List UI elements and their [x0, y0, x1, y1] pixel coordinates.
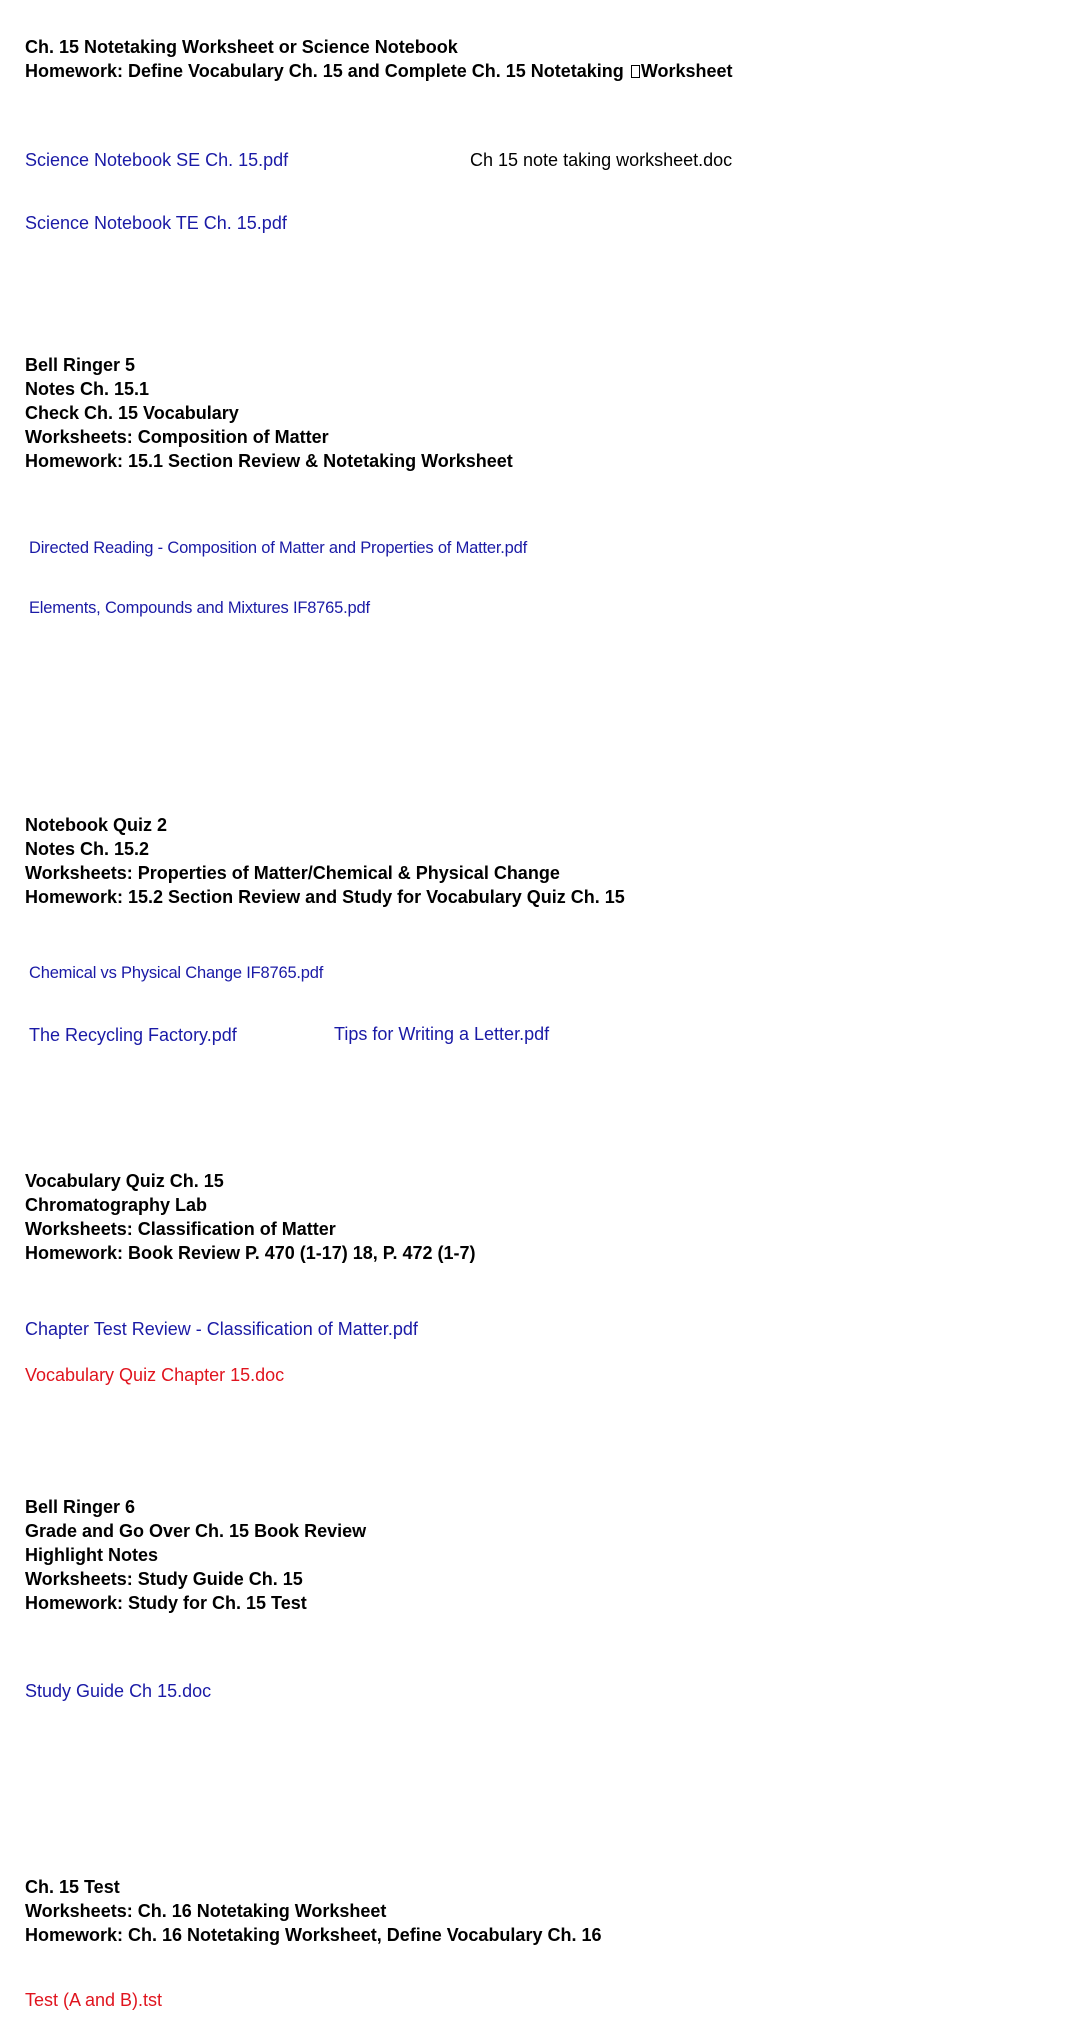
section-1-line-1: Ch. 15 Notetaking Worksheet or Science Notebook	[25, 37, 458, 57]
section-2-line-2: Notes Ch. 15.1	[25, 379, 150, 399]
link-study-guide[interactable]: Study Guide Ch 15.doc	[25, 1681, 212, 1701]
link-elements-compounds-mixtures[interactable]: Elements, Compounds and Mixtures IF8765.pdf	[29, 599, 370, 617]
section-6-line-3: Homework: Ch. 16 Notetaking Worksheet, Define Vocabulary Ch. 16	[25, 1925, 602, 1945]
section-4-line-2: Chromatography Lab	[25, 1195, 208, 1215]
link-ch15-notetaking-worksheet[interactable]: Ch 15 note taking worksheet.doc	[470, 150, 733, 170]
section-2-line-1: Bell Ringer 5	[25, 355, 136, 375]
section-6-line-2: Worksheets: Ch. 16 Notetaking Worksheet	[25, 1901, 387, 1921]
section-1-line-2-tail: Worksheet	[640, 61, 733, 81]
link-tips-writing-letter[interactable]: Tips for Writing a Letter.pdf	[334, 1024, 550, 1044]
missing-glyph-icon	[631, 65, 640, 78]
section-6-line-1: Ch. 15 Test	[25, 1877, 120, 1897]
section-4-line-3: Worksheets: Classification of Matter	[25, 1219, 336, 1239]
section-2-line-4: Worksheets: Composition of Matter	[25, 427, 329, 447]
section-1-line-2	[25, 59, 733, 83]
section-1-line-2-text: Homework: Define Vocabulary Ch. 15 and Complete Ch. 15 Notetaking	[25, 61, 624, 81]
section-4-line-4: Homework: Book Review P. 470 (1-17) 18, P. 472 (1-7)	[25, 1243, 476, 1263]
section-3-line-2: Notes Ch. 15.2	[25, 839, 150, 859]
link-directed-reading[interactable]: Directed Reading - Composition of Matter and Properties of Matter.pdf	[29, 539, 527, 557]
section-3-line-1: Notebook Quiz 2	[25, 815, 168, 835]
section-5-line-3: Highlight Notes	[25, 1545, 158, 1565]
link-science-notebook-te[interactable]: Science Notebook TE Ch. 15.pdf	[25, 213, 287, 233]
section-4-line-1: Vocabulary Quiz Ch. 15	[25, 1171, 224, 1191]
section-3-line-4: Homework: 15.2 Section Review and Study for Vocabulary Quiz Ch. 15	[25, 887, 625, 907]
section-2-line-5: Homework: 15.1 Section Review & Notetaking Worksheet	[25, 451, 513, 471]
link-chemical-vs-physical-change[interactable]: Chemical vs Physical Change IF8765.pdf	[29, 964, 324, 982]
section-5-line-4: Worksheets: Study Guide Ch. 15	[25, 1569, 303, 1589]
section-5-line-5: Homework: Study for Ch. 15 Test	[25, 1593, 307, 1613]
link-test-a-and-b[interactable]: Test (A and B).tst	[25, 1990, 163, 2010]
link-science-notebook-se[interactable]: Science Notebook SE Ch. 15.pdf	[25, 150, 289, 170]
section-2-line-3: Check Ch. 15 Vocabulary	[25, 403, 239, 423]
link-chapter-test-review[interactable]: Chapter Test Review - Classification of Matter.pdf	[25, 1319, 418, 1339]
link-vocabulary-quiz[interactable]: Vocabulary Quiz Chapter 15.doc	[25, 1365, 285, 1385]
section-5-line-2: Grade and Go Over Ch. 15 Book Review	[25, 1521, 367, 1541]
section-3-line-3: Worksheets: Properties of Matter/Chemical & Physical Change	[25, 863, 560, 883]
section-5-line-1: Bell Ringer 6	[25, 1497, 136, 1517]
link-recycling-factory[interactable]: The Recycling Factory.pdf	[29, 1025, 237, 1045]
